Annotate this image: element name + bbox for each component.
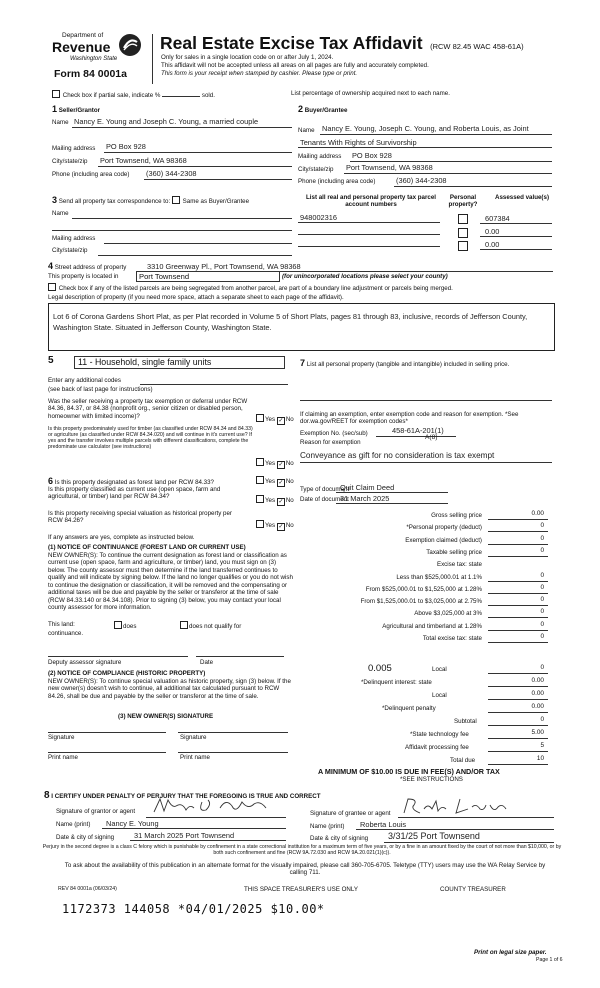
perjury-notice: Perjury in the second degree is a class C felony which is punishable by confinement in a state correctional institution for a maximum term of five years, or by a fine in an amount fixed by the court of not more than $10,000, or by both such confinement and fine (RCW 9A.72.030 and RCW 9A.20.021(1)(c)). xyxy=(42,844,562,856)
notice2-title: (2) NOTICE OF COMPLIANCE (HISTORIC PROPERTY) xyxy=(48,670,206,677)
buyer-name-label: Name xyxy=(298,127,315,134)
print-name-label-2: Print name xyxy=(180,754,210,761)
unincorporated-note: (for unincorporated locations please select your county) xyxy=(282,273,448,280)
partial-sale-label: Check box if partial sale, indicate % xyxy=(62,92,161,99)
tax-corr-name-label: Name xyxy=(52,210,69,217)
header-note-2: This affidavit will not be accepted unless all areas on all pages are fully and accurately completed. xyxy=(161,62,429,69)
land-use-select[interactable]: 11 - Household, single family units xyxy=(74,356,285,369)
legal-paper-note: Print on legal size paper. xyxy=(474,949,547,956)
continuance-label: continuance. xyxy=(48,630,84,637)
legal-description: Lot 6 of Corona Gardens Short Plat, as per Plat recorded in Volume 5 of Short Plats, pages 81 through 83, inclusive, records of Jefferson County, Washington State. Situated in Jefferson County, Washington State. xyxy=(53,312,528,332)
calc-row-label: Excise tax: state xyxy=(436,561,482,569)
new-owner-print-2[interactable] xyxy=(178,752,288,753)
grantor-name-label: Name (print) xyxy=(56,821,91,828)
does-not-checkbox[interactable] xyxy=(180,621,188,629)
new-owner-sig-title: (3) NEW OWNER(S) SIGNATURE xyxy=(118,713,214,720)
additional-codes-field[interactable] xyxy=(140,384,288,385)
grantee-date-field[interactable]: 3/31/25 Port Townsend xyxy=(388,831,480,841)
county-treasurer: COUNTY TREASURER xyxy=(440,886,506,893)
s5-q2: Is this property predominately used for timber (as classified under RCW 84.34 and 84.33) or agriculture (as classified under RCW 84.34.020) and will continue in it's current use? If yes and the transfer involves multiple parcels with different classifications, complete the predominate use calculator (see instructions) xyxy=(48,426,253,450)
located-label: This property is located in xyxy=(48,273,119,280)
buyer-city-field[interactable]: Port Townsend, WA 98368 xyxy=(346,163,433,172)
notice2-body: NEW OWNER(S): To continue special valuation as historic property, sign (3) below. If the new owner(s) doesn't wish to continue, all additional tax calculated pursuant to RCW 84.26, shall be due and payable by the seller or transferor at the time of sale. xyxy=(48,678,291,700)
form-number: Form 84 0001a xyxy=(54,68,127,80)
legal-description-box[interactable] xyxy=(48,303,555,351)
parcels-col2: Personal property? xyxy=(448,194,478,209)
exemption-no-field[interactable]: 458-61A-201(1) xyxy=(392,426,444,435)
local2-value[interactable]: 0.00 xyxy=(531,690,544,697)
grantor-name-field[interactable]: Nancy E. Young xyxy=(106,819,159,828)
local2-label: Local xyxy=(432,692,447,699)
s5-q2-yes[interactable] xyxy=(256,458,264,466)
signature-label-2: Signature xyxy=(180,734,207,741)
seller-mail-field[interactable]: PO Box 928 xyxy=(106,142,146,151)
personal-property-field[interactable] xyxy=(300,400,552,401)
calc-row-value[interactable]: 0.00 xyxy=(531,510,544,517)
grantee-name-field[interactable]: Roberta Louis xyxy=(360,820,407,829)
calc-row-value[interactable]: 0 xyxy=(540,633,544,640)
buyer-name-line1[interactable]: Nancy E. Young, Joseph C. Young, and Roberta Louis, as Joint xyxy=(322,124,529,133)
personal-property-checkbox-1[interactable] xyxy=(458,214,468,224)
exemption-no-label: Exemption No. (sec/sub) xyxy=(300,430,368,437)
personal-property-checkbox-3[interactable] xyxy=(458,241,468,251)
certify-heading: 8 I CERTIFY UNDER PENALTY OF PERJURY THAT THE FOREGOING IS TRUE AND CORRECT xyxy=(44,790,321,801)
parcels-col3: Assessed value(s) xyxy=(495,194,549,201)
processing-fee-label: Affidavit processing fee xyxy=(405,744,469,751)
s5-q1-answers: Yes ✓ No xyxy=(256,414,294,425)
seller-city-label: City/state/zip xyxy=(52,158,88,165)
s5-q1: Was the seller receiving a property tax exemption or deferral under RCW 84.36, 84.37, or 84.38 (nonprofit org., senior citizen or disabled person, homeowner with limited income)? xyxy=(48,398,248,420)
delinq-state-label: *Delinquent interest: state xyxy=(361,679,432,686)
grantor-date-field[interactable]: 31 March 2025 Port Townsend xyxy=(134,831,235,840)
deputy-signature-field[interactable] xyxy=(48,656,188,657)
seller-name-field[interactable]: Nancy E. Young and Joseph C. Young, a married couple xyxy=(74,117,259,126)
buyer-city-label: City/state/zip xyxy=(298,166,334,173)
does-checkbox[interactable] xyxy=(114,621,122,629)
personal-property-label: 7 List all personal property (tangible and intangible) included in selling price. xyxy=(300,358,510,368)
additional-codes-label: Enter any additional codes xyxy=(48,377,121,384)
list-percentage: List percentage of ownership acquired next to each name. xyxy=(291,90,450,97)
deputy-sig-label: Deputy assessor signature xyxy=(48,659,122,666)
new-owner-signature-2[interactable] xyxy=(178,732,288,733)
grantee-date-label: Date & city of signing xyxy=(310,835,369,842)
total-due-label: Total due xyxy=(450,757,476,764)
local-label: Local xyxy=(432,666,447,673)
buyer-phone-label: Phone (including area code) xyxy=(298,178,376,185)
assessed-value-1[interactable]: 607384 xyxy=(485,214,510,223)
treasurer-only: THIS SPACE TREASURER'S USE ONLY xyxy=(244,886,358,893)
s5-q1-yes[interactable] xyxy=(256,414,264,422)
does-option: does xyxy=(114,621,136,630)
new-owner-signature-1[interactable] xyxy=(48,732,166,733)
calc-row-label: Exemption claimed (deduct) xyxy=(405,536,482,544)
s5-q2-no[interactable]: ✓ xyxy=(278,462,284,468)
tax-corr-name-field[interactable] xyxy=(72,218,292,219)
does-not-option: does not qualify for xyxy=(180,621,241,630)
minimum-due: A MINIMUM OF $10.00 IS DUE IN FEE(S) AND/OR TAX xyxy=(318,767,500,776)
page-number: Page 1 of 6 xyxy=(536,957,563,963)
buyer-name-line2[interactable]: Tenants With Rights of Survivorship xyxy=(300,138,417,147)
calc-row-label: Taxable selling price xyxy=(426,548,482,556)
delinq-penalty-label: *Delinquent penalty xyxy=(382,705,436,712)
s5-q1-no[interactable]: ✓ xyxy=(278,418,284,424)
s6-q1-answers: Yes ✓ No xyxy=(256,476,294,487)
s6-q3-no[interactable]: ✓ xyxy=(278,524,284,530)
doc-date-field[interactable]: 31 March 2025 xyxy=(340,494,390,503)
calc-row-label: Total excise tax: state xyxy=(422,635,482,642)
assessed-value-3[interactable]: 0.00 xyxy=(485,240,500,249)
s6-q3: Is this property receiving special valuation as historical property per RCW 84.26? xyxy=(48,510,232,525)
seller-name-label: Name xyxy=(52,119,69,126)
section5-num: 5 xyxy=(48,355,54,366)
rev-code: REV 84 0001a (06/03/24) xyxy=(58,886,117,892)
s6-q1-no[interactable]: ✓ xyxy=(278,480,284,486)
cashier-stamp: 1172373 144058 *04/01/2025 $10.00* xyxy=(62,902,325,916)
calc-row-value[interactable]: 0 xyxy=(540,583,544,591)
parcel-number-1[interactable]: 948002316 xyxy=(300,213,337,222)
calc-row-value[interactable]: 0 xyxy=(540,546,544,554)
s6-q1-yes[interactable] xyxy=(256,476,264,484)
local-value[interactable]: 0 xyxy=(540,664,544,671)
form-title: Real Estate Excise Tax Affidavit xyxy=(160,33,423,53)
partial-sale-checkbox[interactable] xyxy=(52,90,60,98)
partial-sale-row xyxy=(52,90,215,99)
revenue-logo-icon xyxy=(118,33,142,57)
s6-q1: 6 Is this property designated as forest land per RCW 84.33? xyxy=(48,476,214,486)
seller-mail-label: Mailing address xyxy=(52,145,96,152)
header-divider xyxy=(152,34,153,84)
tax-corr-mail-field[interactable] xyxy=(104,243,292,244)
calc-row-value[interactable]: 0 xyxy=(540,534,544,542)
new-owner-print-1[interactable] xyxy=(48,752,166,753)
grantee-sig-label: Signature of grantee or agent xyxy=(310,810,391,817)
calc-row-value[interactable]: 0 xyxy=(540,596,544,604)
grantor-sig-label: Signature of grantor or agent xyxy=(56,808,136,815)
street-address-field[interactable]: 3310 Greenway Pl., Port Townsend, WA 98368 xyxy=(147,262,301,271)
s6-q3-yes[interactable] xyxy=(256,520,264,528)
dept-line1: Department of xyxy=(62,32,104,39)
calc-row-value[interactable]: 0 xyxy=(540,620,544,628)
logo xyxy=(48,30,143,85)
s6-q2-yes[interactable] xyxy=(256,495,264,503)
header-note-3: This form is your receipt when stamped by cashier. Please type or print. xyxy=(161,70,358,77)
see-back: (see back of last page for instructions) xyxy=(48,386,153,393)
assessed-value-2[interactable]: 0.00 xyxy=(485,227,500,236)
buyer-phone-field[interactable]: (360) 344-2308 xyxy=(396,176,447,185)
parcels-col1: List all real and personal property tax parcel account numbers xyxy=(306,194,436,209)
total-due-value[interactable]: 10 xyxy=(536,755,544,762)
calc-row-value[interactable]: 0 xyxy=(540,571,544,579)
legal-desc-label: Legal description of property (if you need more space, attach a separate sheet to each page of the affidavit). xyxy=(48,294,344,301)
seller-phone-field[interactable]: (360) 344-2308 xyxy=(146,169,197,178)
local-rate: 0.005 xyxy=(368,663,392,674)
delinq-state-value[interactable]: 0.00 xyxy=(531,677,544,684)
grantor-signature[interactable] xyxy=(150,796,280,818)
seller-city-field[interactable]: Port Townsend, WA 98368 xyxy=(100,156,187,165)
s5-q2-answers: Yes ✓ No xyxy=(256,458,294,469)
processing-fee-value[interactable]: 5 xyxy=(540,742,544,749)
calc-row-value[interactable]: 0 xyxy=(540,522,544,530)
signature-label-1: Signature xyxy=(48,734,75,741)
print-name-label-1: Print name xyxy=(48,754,78,761)
calc-row-label: From $1,525,000.01 to $3,025,000 at 2.75% xyxy=(360,598,482,606)
seller-phone-label: Phone (including area code) xyxy=(52,171,130,178)
deputy-date-field[interactable] xyxy=(196,656,284,657)
s6-q3-answers: Yes ✓ No xyxy=(256,520,294,531)
calc-row-label: From $525,000.01 to $1,525,000 at 1.28% xyxy=(365,585,482,593)
accessibility-notice: To ask about the availability of this publication in an alternate format for the visually impaired, please call 360-705-6705. Teletype (TTY) users may use the WA Relay Service by calling 711. xyxy=(64,862,546,877)
street-row: 4 Street address of property xyxy=(48,261,127,271)
calc-row-value[interactable]: 0 xyxy=(540,608,544,616)
header-note-1: Only for sales in a single location code on or after July 1, 2024. xyxy=(161,54,334,61)
calc-row-label: Less than $525,000.01 at 1.1% xyxy=(396,573,482,581)
seller-heading: 1 Seller/Grantor xyxy=(52,104,101,114)
deputy-date-label: Date xyxy=(200,659,214,666)
subtotal-value[interactable]: 0 xyxy=(540,716,544,723)
doc-type-label: Type of document xyxy=(300,486,350,493)
s6-q2-no[interactable]: ✓ xyxy=(278,499,284,505)
tax-corr-heading: 3 Send all property tax correspondence to: Same as Buyer/Grantee xyxy=(52,195,250,205)
grantee-signature[interactable] xyxy=(400,797,510,817)
partial-sale-percent[interactable] xyxy=(162,96,200,97)
buyer-heading: 2 Buyer/Grantee xyxy=(298,104,348,114)
doc-type-field[interactable]: Quit Claim Deed xyxy=(340,483,395,492)
s6-q2-answers: Yes ✓ No xyxy=(256,495,294,506)
located-select[interactable]: Port Townsend xyxy=(136,271,280,282)
exemption-text: If claiming an exemption, enter exemption code and reason for exemption. *See dor.wa.gov/REET for exemption codes* xyxy=(300,411,519,426)
see-instructions: *SEE INSTRUCTIONS xyxy=(400,776,463,783)
exemption-sub: A(8) xyxy=(425,434,438,441)
doc-date-label: Date of document xyxy=(300,496,349,503)
dept-line2: Revenue xyxy=(52,39,111,55)
tech-fee-value[interactable]: 5.00 xyxy=(531,729,544,736)
subtotal-label: Subtotal xyxy=(454,718,477,725)
same-as-buyer-checkbox[interactable] xyxy=(172,196,180,204)
notice1-body: NEW OWNER(S): To continue the current designation as forest land or classification as current use (open space, farm and agriculture, or timber) land, you must sign on (3) below. The county assessor must then determine if the land transferred continues to qualify and will indicate by signing below. If the land no longer qualifies or you do not wish to continue the designation or classification, it will be removed and the compensating or additional taxes will be due and payable by the seller or transferor at the time of sale (RCW 84.33.140 or 84.34.108). Prior to signing (3) below, you may contact your local county assessor for more information. xyxy=(48,552,293,612)
this-land-label: This land: xyxy=(48,621,75,628)
calc-row-label: Agricultural and timberland at 1.28% xyxy=(382,622,482,630)
notice1-title: (1) NOTICE OF CONTINUANCE (FOREST LAND OR CURRENT USE) xyxy=(48,544,246,551)
s6-q2: Is this property classified as current use (open space, farm and agricultural, or timber) land per RCW 84.34? xyxy=(48,486,221,501)
if-any-yes: If any answers are yes, complete as instructed below. xyxy=(48,534,195,541)
rcw-ref: (RCW 82.45 WAC 458-61A) xyxy=(430,42,524,51)
segregated-row: Check box if any of the listed parcels are being segregated from another parcel, are part of a boundary line adjustment or parcels being merged. xyxy=(48,283,453,292)
buyer-mail-field[interactable]: PO Box 928 xyxy=(352,151,392,160)
delinq-penalty-value[interactable]: 0.00 xyxy=(531,703,544,710)
reason-field[interactable]: Conveyance as gift for no consideration is tax exempt xyxy=(300,451,495,460)
reason-label: Reason for exemption xyxy=(300,439,361,446)
form-title-row xyxy=(160,33,524,54)
grantee-name-label: Name (print) xyxy=(310,823,345,830)
tech-fee-label: *State technology fee xyxy=(410,731,469,738)
sold-label: sold. xyxy=(201,92,215,99)
calc-row-label: Above $3,025,000 at 3% xyxy=(414,610,482,618)
grantor-date-label: Date & city of signing xyxy=(56,834,115,841)
dept-line3: Washington State xyxy=(70,56,118,62)
personal-property-checkbox-2[interactable] xyxy=(458,228,468,238)
buyer-mail-label: Mailing address xyxy=(298,153,342,160)
tax-corr-city-field[interactable] xyxy=(98,255,292,256)
tax-corr-mail-label: Mailing address xyxy=(52,235,96,242)
tax-corr-city-label: City/state/zip xyxy=(52,247,88,254)
segregated-checkbox[interactable] xyxy=(48,283,56,291)
calc-row-label: *Personal property (deduct) xyxy=(406,524,482,532)
calc-row-label: Gross selling price xyxy=(431,512,482,519)
